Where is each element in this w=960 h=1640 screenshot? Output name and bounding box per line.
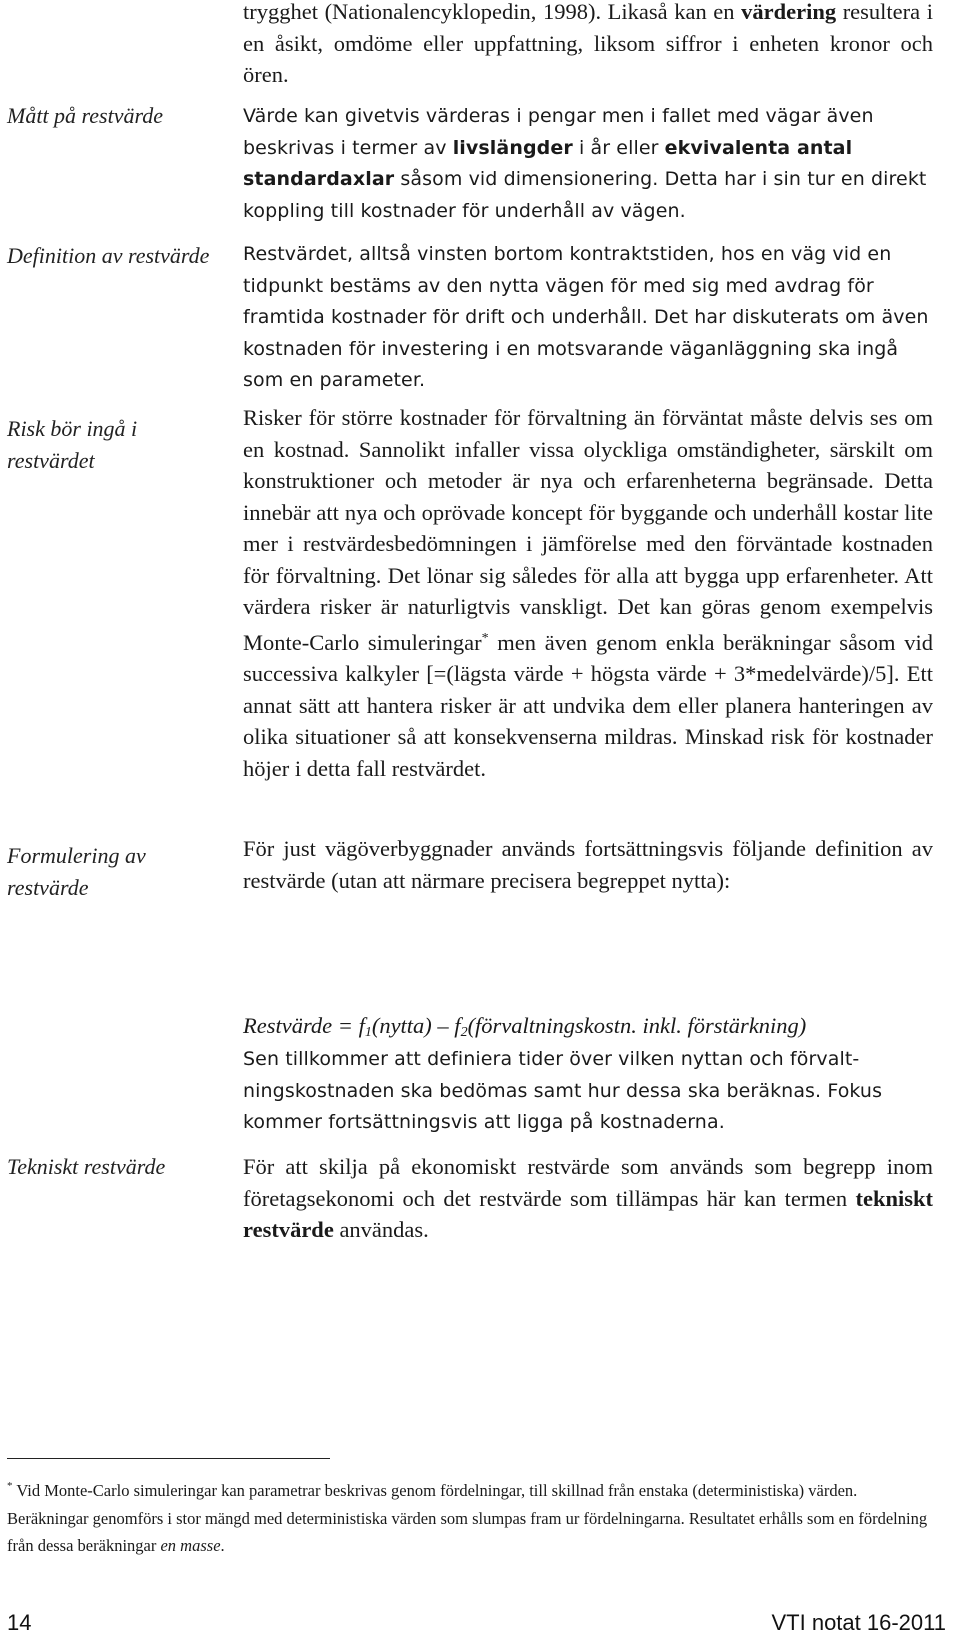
margin-note-definition: Definition av restvärde [7,243,210,268]
paragraph-text: men även genom enkla beräkningar såsom vid successiva kalkyler [=(lägsta värde + högsta värde + 3*medelvärde)/5]. Ett annat sätt att hantera risker är att undvika dem eller planera hanteringen av olika situationer så att konsekvenserna mildras. Minskad risk för kostnader höjer i detta fall restvärdet. [243,629,933,781]
term-standardaxlar: ekvivalenta antal standardaxlar [243,136,853,190]
margin-note-formulering: Formulering av restvärde [7,843,146,900]
paragraph-risker [243,402,933,784]
footnote-marker: * [7,1480,13,1492]
footnote-text: Vid Monte-Carlo simuleringar kan parametrar beskrivas genom fördelningar, till skillnad från enstaka (deterministiska) värden. Beräkningar genomförs i stor mängd med deterministiska värden som slumpas fram ur fördelningarna. Resultatet erhålls som en fördelning från dessa beräkningar [7,1481,928,1555]
margin-note-matt: Mått på restvärde [7,103,164,128]
paragraph-text: För att skilja på ekonomiskt restvärde som används som begrepp inom företagsekonomi och det restvärde som tillämpas här kan termen [243,1154,933,1211]
paragraph-definition: För just vägöverbyggnader används fortsättningsvis följande definition av restvärde (utan att närmare precisera begreppet nytta): [243,836,933,893]
formula-rhs: (förvaltningskostn. inkl. förstärkning) [467,1013,807,1038]
formula-sub-1: 1 [364,1025,372,1040]
margin-note-tekniskt: Tekniskt restvärde [7,1154,166,1179]
formula-sub-2: 2 [460,1025,468,1040]
footnote-italic: en masse [160,1536,221,1555]
formula-lhs: Restvärde = f [243,1013,365,1038]
paragraph-text: Värde kan givetvis värderas i pengar men i fallet med vägar även beskrivas i termer av [243,105,874,159]
paragraph-varde [243,101,933,227]
paragraph-tekniskt [243,1151,933,1246]
margin-note-risk: Risk bör ingå i restvärdet [7,416,138,473]
term-tekniskt-restvarde: tekniskt restvärde [243,1185,933,1242]
paragraph-text: Risker för större kostnader för förvaltning än förväntat måste delvis ses om en kostnad. Sannolikt infaller vissa olyckliga omständigheter, särskilt om konstruktioner och metoder är nya och erfarenheterna begränsade. Detta innebär att nya och oprövade koncept för byggande och underhåll kostar lite mer i restvärdesbedömningen i jämförelse med den förväntade kostnaden för förvaltning. Det lönar sig således för alla att bygga upp erfarenheter. Att värdera risker är naturligtvis vanskligt. Det kan göras genom exempelvis Monte-Carlo simuleringar [243,405,933,655]
footnote-text: . [220,1536,225,1555]
publication-id: VTI notat 16-2011 [771,1610,946,1635]
term-livslangder: livslängder [452,136,573,159]
paragraph-restvardet: Restvärdet, alltså vinsten bortom kontraktstiden, hos en väg vid en tidpunkt bestäms av den nytta vägen för med sig med avdrag för framtida kostnader för drift och underhåll. Det har diskuterats om även kostnaden för investering i en motsvarande väganläggning ska ingå som en parameter. [243,243,929,391]
paragraph-text: såsom vid dimensionering. Detta har i sin tur en direkt koppling till kostnader för underhåll av vägen. [243,168,927,222]
footnote-divider [7,1458,330,1459]
paragraph-text: trygghet (Nationalencyklopedin, 1998). Likaså kan en [243,0,742,24]
term-vardering: värdering [741,0,837,24]
paragraph-text: i år eller [572,136,665,159]
formula-mid: (nytta) – f [371,1013,461,1038]
paragraph-text: användas. [333,1217,429,1242]
paragraph-text: resultera i en åsikt, omdöme eller uppfattning, liksom siffror i enheten kronor och ören. [243,0,933,87]
paragraph-vardering [243,0,933,91]
footnote-marker: * [481,630,489,646]
footnote [7,1473,942,1560]
page-number: 14 [7,1610,32,1635]
paragraph-tider: Sen tillkommer att definiera tider över vilken nyttan och förvaltningskostnaden ska bedömas samt hur dessa ska beräknas. Fokus kommer fortsättningsvis att ligga på kostnaderna. [243,1048,883,1133]
